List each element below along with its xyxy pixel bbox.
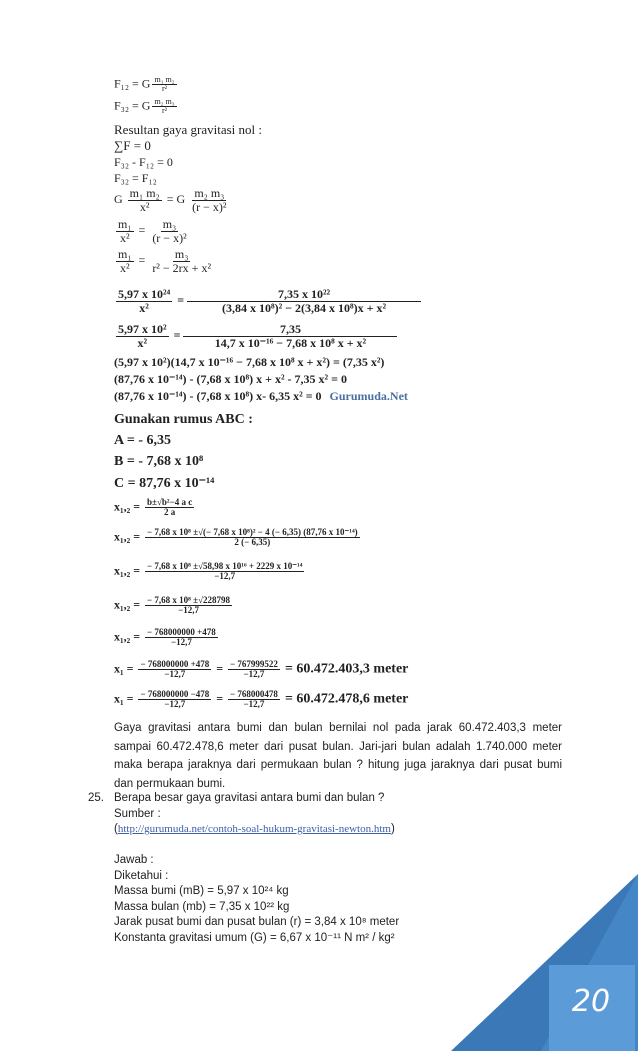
- question-number: 25.: [88, 792, 104, 804]
- source-link[interactable]: http://gurumuda.net/contoh-soal-hukum-gravitasi-newton.htm: [117, 823, 391, 835]
- substitution-2: $\frac{\text{5,97 x 10²}}{\text{x²}}$ = $\frac{7,35}{\text{14,7 x 10⁻¹⁶ − 7,68 x 10⁸ x + x²}}$: [114, 323, 397, 349]
- force-difference: F₃₂ - F₁₂ = 0: [114, 155, 173, 169]
- konstanta-gravitasi: Konstanta gravitasi umum (G) = 6,67 x 10⁻¹¹ N m² / kg²: [114, 931, 395, 944]
- force-equal: F₃₂ = F₁₂: [114, 171, 157, 185]
- quadratic-formula-4: x₁,₂ = $\frac{\text{− 7,68 x 10⁸ ±√228798}}{-12,7}$: [114, 595, 231, 616]
- massa-bulan: Massa bulan (mb) = 7,35 x 10²² kg: [114, 900, 290, 913]
- quadratic-formula-5: x₁,₂ = $\frac{- 768000000 +478}{-12,7}$: [114, 627, 216, 648]
- abc-title: Gunakan rumus ABC :: [114, 412, 253, 427]
- resultan-text: Resultan gaya gravitasi nol :: [114, 122, 263, 137]
- quadratic-form: (87,76 x 10⁻¹⁴) - (7,68 x 10⁸) x- 6,35 x² = 0 Gurumuda.Net: [114, 389, 408, 403]
- question-text: Berapa besar gaya gravitasi antara bumi dan bulan ?: [114, 792, 385, 804]
- source-line: (http://gurumuda.net/contoh-soal-hukum-gravitasi-newton.htm): [114, 823, 395, 835]
- page-number: 20: [571, 984, 611, 1019]
- solution-x2: x₁ = $\frac{- 768000000 -478}{-12,7}$ = $\frac{- 768000478}{-12,7}$ = 60.472.478,6 meter: [114, 689, 409, 710]
- abc-b-value: B = - 7,68 x 10⁸: [114, 454, 204, 469]
- quadratic-formula-1: x₁,₂ = $\frac{\text{b±√b²−4 a c}}{2 a}$: [114, 497, 193, 518]
- expansion-1: (5,97 x 10²)(14,7 x 10⁻¹⁶ − 7,68 x 10⁸ x + x²) = (7,35 x²): [114, 355, 385, 369]
- watermark: Gurumuda.Net: [329, 389, 408, 403]
- ratio-equation-2: $\frac{\text{m₁}}{\text{x²}}$ = $\frac{\text{m₃}}{\text{r² − 2rx + x²}}$: [118, 247, 212, 275]
- quadratic-formula-2: x₁,₂ = $\frac{\text{− 7,68 x 10⁸ ±√(− 7,68 x 10⁸)² − 4 (− 6,35) (87,76 x 10⁻¹⁴)}}{2 (- 6,35)}$: [114, 527, 358, 548]
- ratio-equation-1: $\frac{\text{m₁}}{\text{x²}}$ = $\frac{\text{m₃}}{\text{(r − x)²}}$: [118, 217, 187, 245]
- g-equation: G $\frac{\text{m₁ m₂}}{\text{x²}}$ = G $\frac{\text{m₂ m₃}}{\text{(r − x)²}}$: [114, 186, 227, 214]
- substitution-1: $\frac{\text{5,97 x 10²⁴}}{\text{x²}}$ = $\frac{\text{7,35 x 10²²}}{\text{(3,84 x 10⁸)² − 2(3,84 x 10⁸)x + x²}}$: [114, 288, 421, 314]
- jarak-pusat: Jarak pusat bumi dan pusat bulan (r) = 3,84 x 10⁸ meter: [114, 916, 400, 928]
- abc-c-value: C = 87,76 x 10⁻¹⁴: [114, 476, 215, 491]
- massa-bumi: Massa bumi (mB) = 5,97 x 10²⁴ kg: [114, 885, 289, 897]
- quadratic-formula-3: x₁,₂ = $\frac{\text{− 7,68 x 10⁸ ±√58,98 x 10¹⁶ + 2229 x 10⁻¹⁴}}{-12,7}$: [114, 561, 303, 582]
- problem-paragraph: Gaya gravitasi antara bumi dan bulan bernilai nol pada jarak 60.472.403,3 meter sampai 60.472.478,6 meter dari pusat bulan. Jari-jari bulan adalah 1.740.000 meter maka berapa jaraknya dari permukaan bulan ? hitung juga jaraknya dari pusat bumi dan permukaan bumi.: [114, 722, 562, 790]
- solution-x1: x₁ = $\frac{- 768000000 +478}{-12,7}$ = $\frac{- 767999522}{-12,7}$ = 60.472.403,3 meter: [114, 659, 409, 680]
- formula-f12: F₁₂ = G $\frac{\text{m₁ m₂}}{\text{r²}}$: [114, 75, 175, 94]
- formula-f32: F₃₂ = G $\frac{\text{m₂ m₃}}{\text{r²}}$: [114, 97, 175, 116]
- sum-force: ∑F = 0: [114, 138, 151, 153]
- abc-a-value: A = - 6,35: [114, 433, 171, 448]
- expansion-2: (87,76 x 10⁻¹⁴) - (7,68 x 10⁸) x + x² - 7,35 x² = 0: [114, 372, 347, 386]
- diketahui-label: Diketahui :: [114, 869, 169, 882]
- sumber-label: Sumber :: [114, 807, 161, 820]
- jawab-label: Jawab :: [114, 854, 154, 866]
